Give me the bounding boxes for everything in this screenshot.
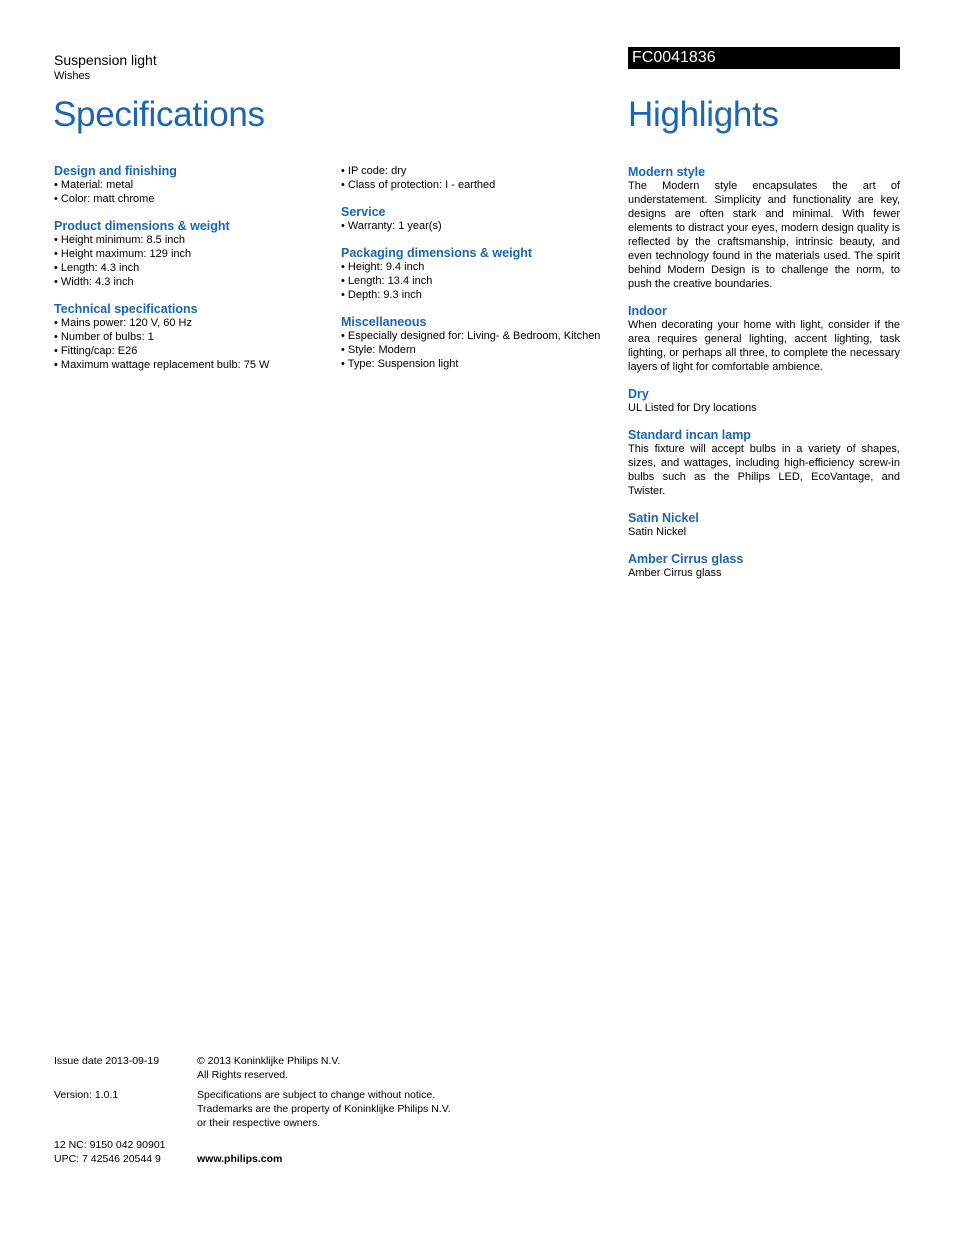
highlight-section <box>628 552 900 580</box>
website-link[interactable]: www.philips.com <box>197 1153 283 1165</box>
copyright-line: All Rights reserved. <box>197 1069 289 1081</box>
disclaimer-line: or their respective owners. <box>197 1117 321 1129</box>
highlight-title: Standard incan lamp <box>628 428 751 442</box>
spec-item: • Length: 4.3 inch <box>54 262 140 274</box>
copyright-line: © 2013 Koninklijke Philips N.V. <box>197 1055 341 1067</box>
spec-item: • Type: Suspension light <box>341 358 459 370</box>
highlight-title: Indoor <box>628 304 667 318</box>
spec-section-title: Miscellaneous <box>341 315 427 329</box>
highlight-title: Amber Cirrus glass <box>628 552 744 566</box>
spec-section-title: Service <box>341 205 386 219</box>
highlight-text: The Modern style encapsulates the art of understatement. Simplicity and functionality are key, designs are often stark and minimal. With fewer elements to distract your eyes, modern design quality is reflected by the craftsmanship, intrinsic beauty, and even technology found in the materials used. The spirit behind Modern Design is to challenge the norm, to push the creative boundaries. <box>628 180 900 290</box>
disclaimer <box>197 1088 497 1130</box>
spec-section <box>54 302 334 372</box>
upc-number: UPC: 7 42546 20544 9 <box>54 1153 161 1165</box>
highlight-text: When decorating your home with light, consider if the area requires general lighting, accent lighting, task lighting, or perhaps all three, to complete the necessary layers of light for comfortable ambience. <box>628 319 900 373</box>
spec-item: • Color: matt chrome <box>54 193 155 205</box>
spec-item: • IP code: dry <box>341 165 407 177</box>
product-numbers <box>54 1138 194 1166</box>
specifications-title: Specifications <box>53 95 265 134</box>
spec-section-title: Technical specifications <box>54 302 198 316</box>
highlight-section <box>628 304 900 374</box>
specs-column-1 <box>54 164 334 385</box>
highlight-text: This fixture will accept bulbs in a variety of shapes, sizes, and wattages, including high-efficiency screw-in bulbs such as the Philips LED, EcoVantage, and Twister. <box>628 443 900 497</box>
spec-section <box>341 246 621 302</box>
highlight-text: Satin Nickel <box>628 526 687 538</box>
spec-item: • Class of protection: I - earthed <box>341 179 496 191</box>
spec-item: • Height minimum: 8.5 inch <box>54 234 186 246</box>
spec-section <box>54 219 334 289</box>
spec-item: • Warranty: 1 year(s) <box>341 220 442 232</box>
disclaimer-line: Specifications are subject to change without notice. <box>197 1089 436 1101</box>
spec-section <box>54 164 334 206</box>
highlight-title: Modern style <box>628 165 706 179</box>
spec-section <box>341 315 621 371</box>
highlight-section <box>628 165 900 291</box>
highlight-title: Satin Nickel <box>628 511 699 525</box>
version: Version: 1.0.1 <box>54 1089 119 1101</box>
spec-item: • Maximum wattage replacement bulb: 75 W <box>54 359 270 371</box>
disclaimer-line: Trademarks are the property of Koninklijke Philips N.V. <box>197 1103 451 1115</box>
spec-section-title: Design and finishing <box>54 164 177 178</box>
spec-item: • Height maximum: 129 inch <box>54 248 192 260</box>
product-code-badge: FC0041836 <box>628 47 900 69</box>
spec-item: • Mains power: 120 V, 60 Hz <box>54 317 192 329</box>
spec-item: • Depth: 9.3 inch <box>341 289 422 301</box>
spec-item: • Material: metal <box>54 179 134 191</box>
spec-item: • Especially designed for: Living- & Bedroom, Kitchen <box>341 330 601 342</box>
spec-section-title: Product dimensions & weight <box>54 219 230 233</box>
spec-section <box>341 205 621 233</box>
highlight-section <box>628 428 900 498</box>
highlight-section <box>628 511 900 539</box>
product-line: Wishes <box>54 70 91 82</box>
spec-section-title: Packaging dimensions & weight <box>341 246 533 260</box>
spec-item: • Length: 13.4 inch <box>341 275 433 287</box>
specs-column-2 <box>341 164 621 384</box>
spec-item: • Number of bulbs: 1 <box>54 331 154 343</box>
spec-item: • Width: 4.3 inch <box>54 276 134 288</box>
highlights-title: Highlights <box>628 95 779 134</box>
nc-number: 12 NC: 9150 042 90901 <box>54 1139 166 1151</box>
highlight-section <box>628 387 900 415</box>
spec-item: • Style: Modern <box>341 344 416 356</box>
spec-item: • Fitting/cap: E26 <box>54 345 138 357</box>
product-type: Suspension light <box>54 52 157 68</box>
issue-date: Issue date 2013-09-19 <box>54 1055 160 1067</box>
spec-section-continued <box>341 164 621 192</box>
highlight-title: Dry <box>628 387 649 401</box>
highlight-text: Amber Cirrus glass <box>628 567 722 579</box>
spec-item: • Height: 9.4 inch <box>341 261 425 273</box>
highlight-text: UL Listed for Dry locations <box>628 402 757 414</box>
copyright <box>197 1054 497 1082</box>
highlights-column <box>628 165 900 593</box>
